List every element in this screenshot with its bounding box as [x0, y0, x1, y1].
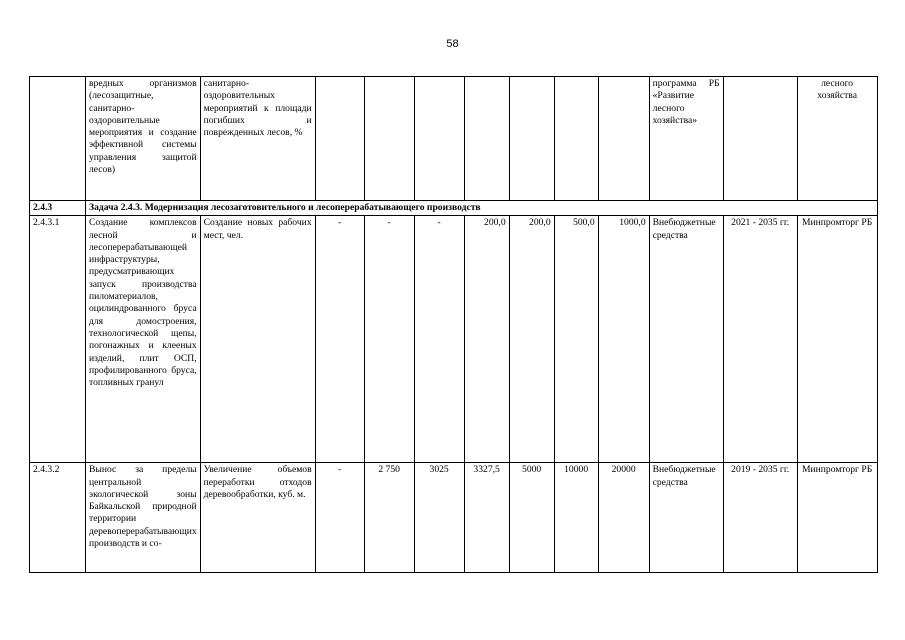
- cell-value: 200,0: [464, 216, 509, 463]
- cell-value: -: [414, 216, 464, 463]
- cell-executor: Минпромторг РБ: [797, 463, 877, 573]
- table-row-task: [30, 201, 878, 216]
- task-number: 2.4.3: [30, 201, 86, 216]
- page-number: 58: [446, 38, 459, 50]
- cell-num: 2.4.3.2: [30, 463, 86, 573]
- cell-period: 2019 - 2035 гг.: [723, 463, 797, 573]
- task-title: Задача 2.4.3. Модернизация лесозаготовительного и лесоперерабатывающего производств: [86, 201, 878, 216]
- measures-table: [29, 76, 878, 573]
- cell-value: -: [315, 216, 364, 463]
- cell-value: 10000: [554, 463, 598, 573]
- cell-value: 3327,5: [464, 463, 509, 573]
- cell-num: [30, 77, 86, 201]
- cell-value: 200,0: [509, 216, 554, 463]
- cell-executor: лесного хозяйства: [797, 77, 877, 201]
- cell-measure-desc: вредных организмов (лесозащитные, санитарно-оздоровительные мероприятия и создание эффективной системы управления защитой лесов): [86, 77, 201, 201]
- cell-source: Внебюджетные средства: [649, 216, 723, 463]
- cell-indicator: Создание новых рабочих мест, чел.: [200, 216, 315, 463]
- cell-program: программа РБ «Развитие лесного хозяйства»: [649, 77, 723, 201]
- cell-value: 2 750: [364, 463, 414, 573]
- cell-measure-desc: Вынос за пределы центральной экологической зоны Байкальской природной территории деревоперерабатывающих производств и со-: [86, 463, 201, 573]
- cell-value: -: [364, 216, 414, 463]
- cell-indicator: санитарно-оздоровительных мероприятий к площади погибших и поврежденных лесов, %: [200, 77, 315, 201]
- table-row: [30, 216, 878, 463]
- cell-executor: Минпромторг РБ: [797, 216, 877, 463]
- cell-source: Внебюджетные средства: [649, 463, 723, 573]
- cell-value: -: [315, 463, 364, 573]
- cell-value: 1000,0: [598, 216, 649, 463]
- cell-measure-desc: Создание комплексов лесной и лесоперерабатывающей инфраструктуры, предусматривающих запуск производства пиломатериалов, оцилиндрованного бруса для домостроения, технологической щепы, погонажных и клееных изделий, плит ОСП, профилированного бруса, топливных гранул: [86, 216, 201, 463]
- cell-period: 2021 - 2035 гг.: [723, 216, 797, 463]
- cell-value: 20000: [598, 463, 649, 573]
- table-row-continuation: [30, 77, 878, 201]
- cell-num: 2.4.3.1: [30, 216, 86, 463]
- cell-value: 3025: [414, 463, 464, 573]
- cell-value: 5000: [509, 463, 554, 573]
- table-row: [30, 463, 878, 573]
- cell-indicator: Увеличение объемов переработки отходов деревообработки, куб. м.: [200, 463, 315, 573]
- cell-value: 500,0: [554, 216, 598, 463]
